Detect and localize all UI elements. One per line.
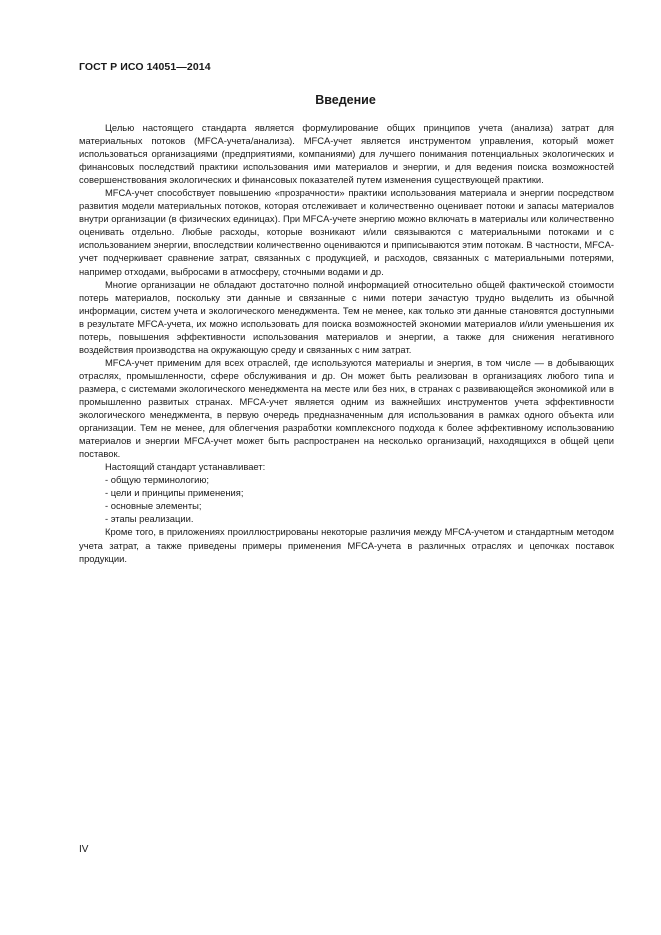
body-text (79, 121, 614, 565)
section-title: Введение (315, 93, 376, 107)
document-header: ГОСТ Р ИСО 14051—2014 (79, 61, 211, 73)
paragraph-annexes: Кроме того, в приложениях проиллюстрированы некоторые различия между MFCA-учетом и стандартным методом учета затрат, а также приведены примеры применения MFCA-учета в различных отраслях и цепочках поставок продукции. (79, 526, 614, 564)
scope-list (79, 473, 614, 525)
paragraph-scope-intro: Настоящий стандарт устанавливает: (105, 461, 266, 473)
paragraph-transparency: MFCA-учет способствует повышению «прозрачности» практики использования материала и энергии посредством развития модели материальных потоков, которая отслеживает и количественно оценивает потоки и запасы материалов внутри организации (в физических единицах). При MFCA-учете энергию можно включать в материалы или количественно оценивать отдельно. Любые расходы, которые возникают и/или связываются с материальными потоками и с использованием энергии, впоследствии количественно оцениваются и приписываются этим потокам. В частности, MFCA-учет подчеркивает сравнение затрат, связанных с продукцией, и расходов, связанных с материальными потерями, например отходами, выбросами в атмосферу, сточными водами и др. (79, 187, 614, 277)
paragraph-applicability: MFCA-учет применим для всех отраслей, где используются материалы и энергия, в том числе — в добывающих отраслях, промышленности, сфере обслуживания и др. Он может быть реализован в организациях любого типа и размера, с системами экологического менеджмента на месте или без них, в странах с развивающейся экономикой или в промышленно развитых странах. MFCA-учет является одним из важнейших инструментов учета эффективности экологического менеджмента, в первую очередь предназначенным для использования в рамках одного объекта или организации. Тем не менее, для облегчения разработки комплексного подхода к более эффективному использованию материалов и энергии MFCA-учет может быть распространен на несколько организаций, находящихся в общей цепи поставок. (79, 356, 614, 460)
page-number: IV (79, 844, 89, 855)
list-item: - основные элементы; (105, 500, 202, 512)
paragraph-organizations: Многие организации не обладают достаточно полной информацией относительно общей фактической стоимости потерь материалов, поскольку эти данные и связанные с ними потери зачастую трудно выделить из обычной информации, систем учета и экологического менеджмента. Тем не менее, как только эти данные становятся доступными в результате MFCA-учета, их можно использовать для поиска возможностей экономии материалов и/или уменьшения их потерь, повышения эффективности использования материалов и энергии, а также для снижения негативного воздействия производства на окружающую среду и связанных с ним затрат. (79, 278, 614, 355)
paragraph-purpose: Целью настоящего стандарта является формулирование общих принципов учета (анализа) затрат для материальных потоков (MFCA-учета/анализа). MFCA-учет является инструментом управления, который может использоваться организациями (предприятиями, компаниями) для лучшего понимания потенциальных экологических и финансовых последствий практики использования ими материалов и энергии, и для ведения поиска возможностей совершенствования экологических и финансовых показателей путем изменения существующей практики. (79, 122, 614, 186)
list-item: - общую терминологию; (105, 474, 210, 486)
list-item: - этапы реализации. (105, 513, 194, 525)
list-item: - цели и принципы применения; (105, 487, 244, 499)
